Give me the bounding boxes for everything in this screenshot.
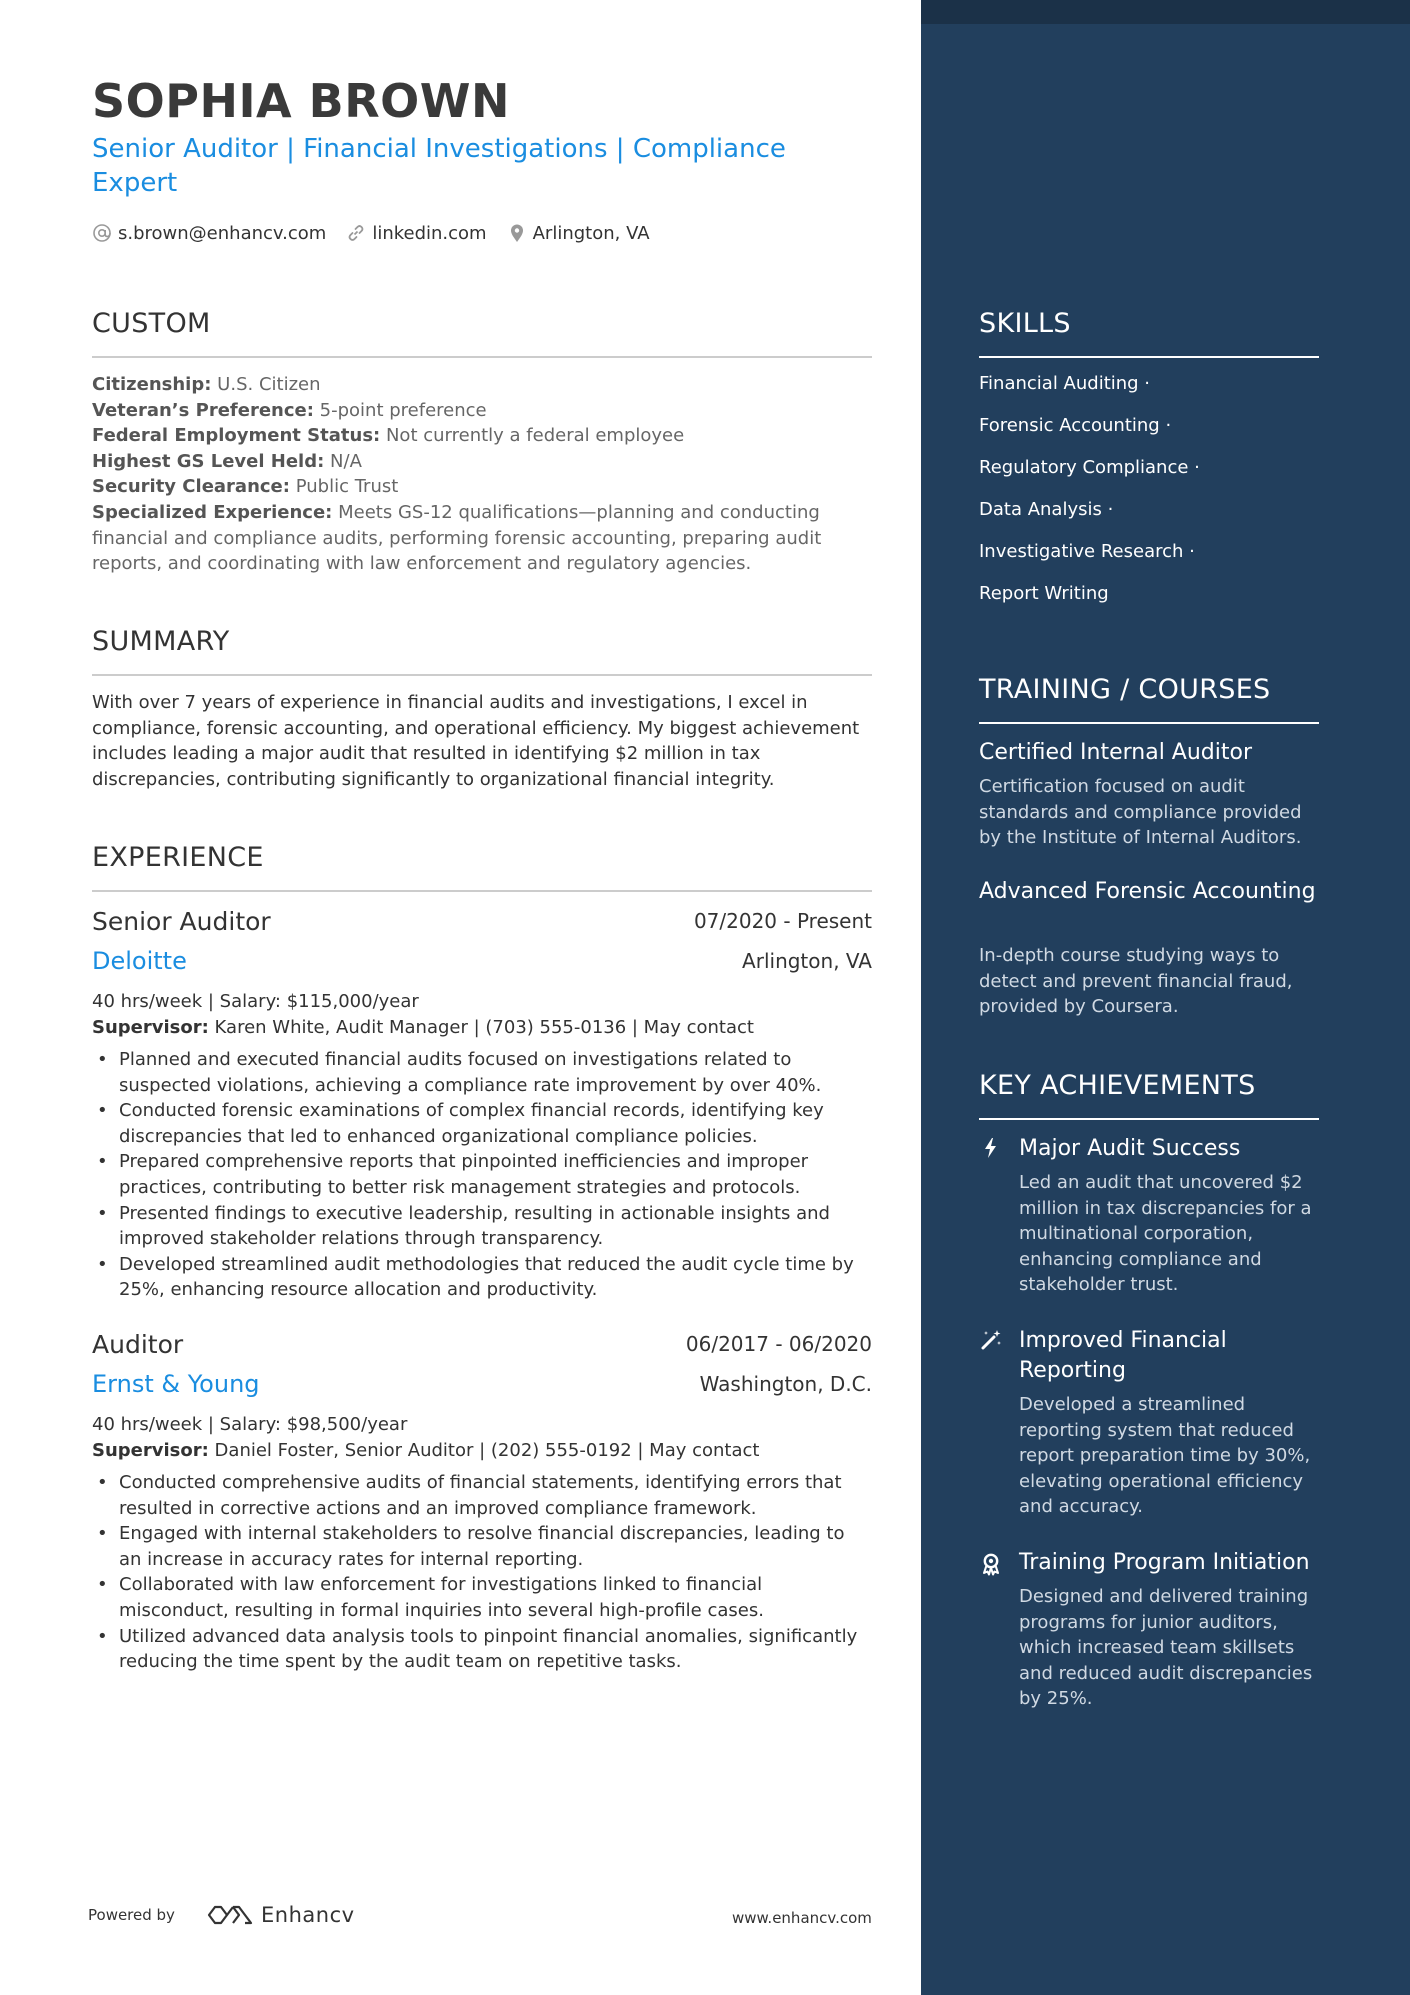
custom-value: 5-point preference [319,399,487,421]
footer-website[interactable]: www.enhancv.com [732,1909,872,1927]
custom-value: U.S. Citizen [217,374,321,395]
job-company[interactable]: Ernst & Young [92,1370,260,1398]
contact-linkedin[interactable] [346,223,486,244]
custom-divider [92,356,872,358]
custom-section-title: CUSTOM [92,308,211,339]
at-icon [92,223,112,243]
experience-divider [92,890,872,892]
job-bullet: • Planned and executed financial audits focused on investigations related to suspected violations, achieving a compliance rate improvement by over 40%. [92,1047,872,1098]
sidebar-top-bar [921,0,1410,24]
supervisor-text: Karen White, Audit Manager | (703) 555-0136 | May contact [214,1017,754,1038]
skill-item: Regulatory Compliance · [979,457,1200,478]
custom-value: Meets GS-12 qualifications—planning and conducting financial and compliance audits, performing forensic accounting, preparing audit reports, and coordinating with law enforcement and regulatory agencies. [92,501,822,575]
custom-row [92,449,872,475]
job-bullet: • Presented findings to executive leadership, resulting in actionable insights and improved stakeholder relations through transparency. [92,1201,872,1252]
job-dates: 06/2017 - 06/2020 [685,1332,872,1356]
achievement-description: Developed a streamlined reporting system that reduced report preparation time by 30%, elevating operational efficiency and accuracy. [1019,1394,1311,1518]
contact-location [507,223,650,244]
job-bullet: • Developed streamlined audit methodologies that reduced the audit cycle time by 25%, enhancing resource allocation and productivity. [92,1252,872,1303]
job-supervisor [92,1440,759,1461]
summary-text: With over 7 years of experience in financial audits and investigations, I excel in compliance, forensic accounting, and operational efficiency. My biggest achievement includes leading a major audit that resulted in identifying $2 million in tax discrepancies, contributing significantly to organizational financial integrity. [92,692,860,790]
summary-section-title: SUMMARY [92,626,230,657]
powered-by-label: Powered by [88,1906,175,1924]
job-hours-salary: 40 hrs/week | Salary: $98,500/year [92,1414,408,1435]
achievement-title: Training Program Initiation [1019,1550,1310,1575]
skill-item: Report Writing [979,583,1109,604]
job-title: Senior Auditor [92,907,271,936]
skill-item: Financial Auditing · [979,373,1151,394]
skill-item: Data Analysis · [979,499,1114,520]
contact-linkedin-text: linkedin.com [372,222,487,244]
training-section-title: TRAINING / COURSES [979,674,1271,705]
sidebar [921,0,1410,1995]
job-location: Washington, D.C. [699,1372,872,1396]
headline: Senior Auditor | Financial Investigations | Compliance Expert [92,134,786,198]
custom-row [92,474,872,500]
custom-label: Highest GS Level Held: [92,450,325,472]
job-bullets [92,1047,872,1303]
candidate-name: SOPHIA BROWN [92,74,511,128]
course-title: Certified Internal Auditor [979,740,1253,765]
job-bullet: • Collaborated with law enforcement for investigations linked to financial misconduct, resulting in formal inquiries into several high-profile cases. [92,1572,872,1623]
job-bullet: • Engaged with internal stakeholders to resolve financial discrepancies, leading to an increase in accuracy rates for internal reporting. [92,1521,872,1572]
custom-row [92,372,872,398]
skill-item: Investigative Research · [979,541,1195,562]
achievements-divider [979,1118,1319,1120]
achievement-description: Designed and delivered training programs for junior auditors, which increased team skillsets and reduced audit discrepancies by 25%. [1019,1586,1313,1710]
enhancv-logo-icon [207,1903,253,1927]
location-pin-icon [507,223,527,243]
award-ribbon-icon [979,1552,1003,1576]
course-description: In-depth course studying ways to detect and prevent financial fraud, provided by Coursera. [979,945,1293,1018]
contact-location-text: Arlington, VA [532,222,650,244]
supervisor-label: Supervisor: [92,1017,209,1038]
summary-divider [92,674,872,676]
job-location: Arlington, VA [742,949,872,973]
custom-label: Specialized Experience: [92,501,333,523]
custom-value: N/A [330,450,362,472]
achievement-description: Led an audit that uncovered $2 million in tax discrepancies for a multinational corporation, enhancing compliance and stakeholder trust. [1019,1172,1312,1296]
course-description: Certification focused on audit standards and compliance provided by the Institute of Internal Auditors. [979,776,1302,849]
job-bullet: • Utilized advanced data analysis tools to pinpoint financial anomalies, significantly reducing the time spent by the audit team on repetitive tasks. [92,1624,872,1675]
enhancv-logo[interactable] [207,1902,355,1928]
course-title: Advanced Forensic Accounting [979,879,1316,904]
job-company[interactable]: Deloitte [92,947,187,975]
supervisor-text: Daniel Foster, Senior Auditor | (202) 555-0192 | May contact [214,1440,760,1461]
contact-email[interactable] [92,223,326,244]
custom-label: Veteran’s Preference: [92,399,314,421]
contact-bar [92,220,670,246]
lightning-bolt-icon [979,1136,1003,1160]
custom-label: Security Clearance: [92,476,290,498]
experience-section-title: EXPERIENCE [92,842,264,873]
job-bullet: • Prepared comprehensive reports that pinpointed inefficiencies and improper practices, contributing to better risk management strategies and protocols. [92,1149,872,1200]
job-title: Auditor [92,1330,184,1359]
job-bullets [92,1470,872,1675]
job-dates: 07/2020 - Present [693,909,872,933]
achievement-title: Improved Financial Reporting [1019,1328,1227,1383]
enhancv-brand-text: Enhancv [261,1903,355,1927]
link-icon [346,223,366,243]
training-divider [979,722,1319,724]
custom-row [92,398,872,424]
custom-row [92,500,872,577]
custom-label: Citizenship: [92,374,212,395]
job-bullet: • Conducted comprehensive audits of financial statements, identifying errors that resulted in corrective actions and an improved compliance framework. [92,1470,872,1521]
supervisor-label: Supervisor: [92,1440,209,1461]
skills-divider [979,356,1319,358]
custom-value: Public Trust [295,476,399,498]
custom-row [92,423,872,449]
job-bullet: • Conducted forensic examinations of complex financial records, identifying key discrepancies that led to enhanced organizational compliance policies. [92,1098,872,1149]
contact-email-text: s.brown@enhancv.com [118,222,327,244]
job-supervisor [92,1017,754,1038]
achievement-title: Major Audit Success [1019,1136,1241,1161]
custom-value: Not currently a federal employee [385,425,685,447]
job-hours-salary: 40 hrs/week | Salary: $115,000/year [92,991,419,1012]
achievements-section-title: KEY ACHIEVEMENTS [979,1070,1256,1101]
skill-item: Forensic Accounting · [979,415,1172,436]
magic-wand-icon [979,1328,1003,1352]
custom-label: Federal Employment Status: [92,425,381,447]
custom-section [92,372,872,577]
skills-section-title: SKILLS [979,308,1071,339]
